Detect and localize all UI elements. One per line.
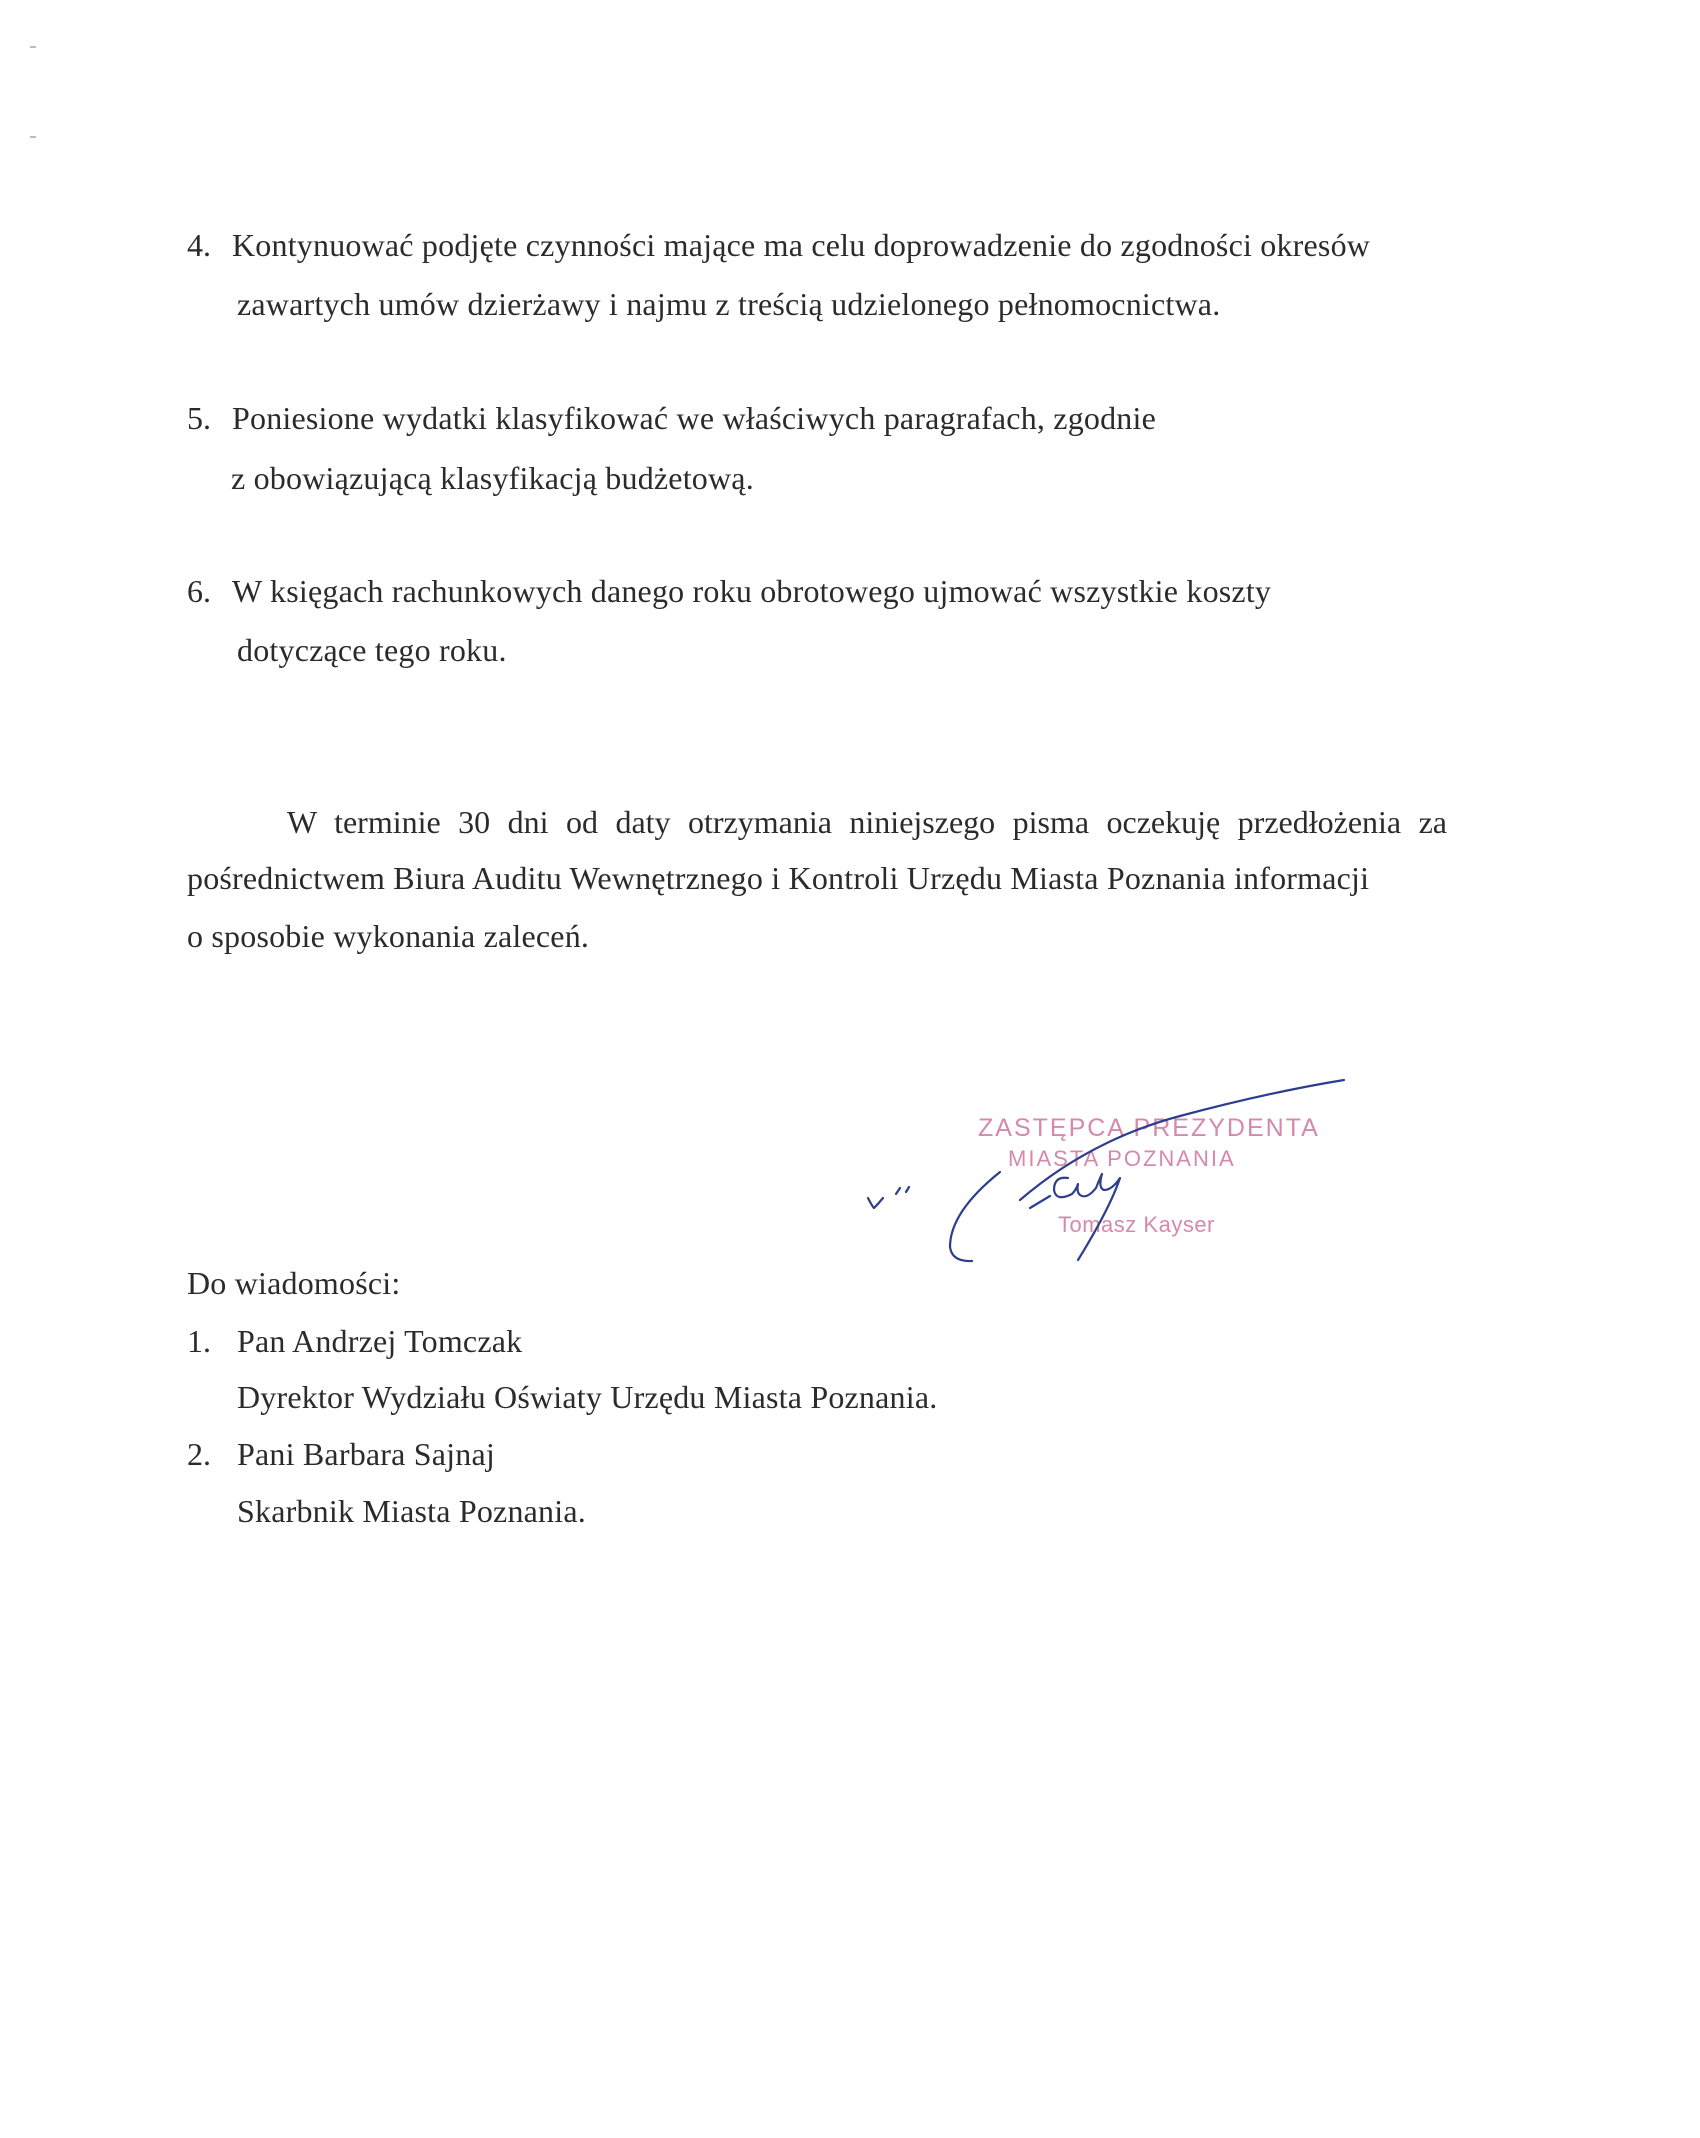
recipient-title: Dyrektor Wydziału Oświaty Urzędu Miasta Poznania. [237, 1379, 938, 1415]
point-text-line: dotyczące tego roku. [237, 632, 507, 668]
scan-mark [30, 136, 36, 138]
recipient-name: Pani Barbara Sajnaj [237, 1436, 495, 1472]
point-text-line: Kontynuować podjęte czynności mające ma celu doprowadzenie do zgodności okresów [232, 227, 1371, 263]
distribution-heading: Do wiadomości: [187, 1265, 401, 1301]
scan-mark [30, 46, 36, 48]
closing-paragraph-line: o sposobie wykonania zaleceń. [187, 918, 590, 954]
stamp-name: Tomasz Kayser [1058, 1212, 1215, 1237]
recipient-number: 2. [187, 1436, 211, 1472]
recipient-title: Skarbnik Miasta Poznania. [237, 1493, 586, 1529]
point-number: 6. [187, 573, 211, 609]
closing-paragraph-line: pośrednictwem Biura Auditu Wewnętrznego i Kontroli Urzędu Miasta Poznania informacji [187, 860, 1370, 896]
closing-paragraph-line: W terminie 30 dni od daty otrzymania niniejszego pisma oczekuję przedłożenia za [287, 804, 1447, 840]
signature [840, 1060, 1360, 1270]
point-text-line: Poniesione wydatki klasyfikować we właściwych paragrafach, zgodnie [232, 400, 1156, 436]
point-number: 5. [187, 400, 211, 436]
point-text-line: z obowiązującą klasyfikacją budżetową. [231, 460, 754, 496]
recipient-number: 1. [187, 1323, 211, 1359]
point-text-line: zawartych umów dzierżawy i najmu z treścią udzielonego pełnomocnictwa. [237, 286, 1221, 322]
recipient-name: Pan Andrzej Tomczak [237, 1323, 523, 1359]
point-text-line: W księgach rachunkowych danego roku obrotowego ujmować wszystkie koszty [232, 573, 1272, 609]
point-number: 4. [187, 227, 211, 263]
stamp-subtitle: MIASTA POZNANIA [1008, 1146, 1236, 1171]
stamp-title: ZASTĘPCA PREZYDENTA [978, 1114, 1320, 1142]
